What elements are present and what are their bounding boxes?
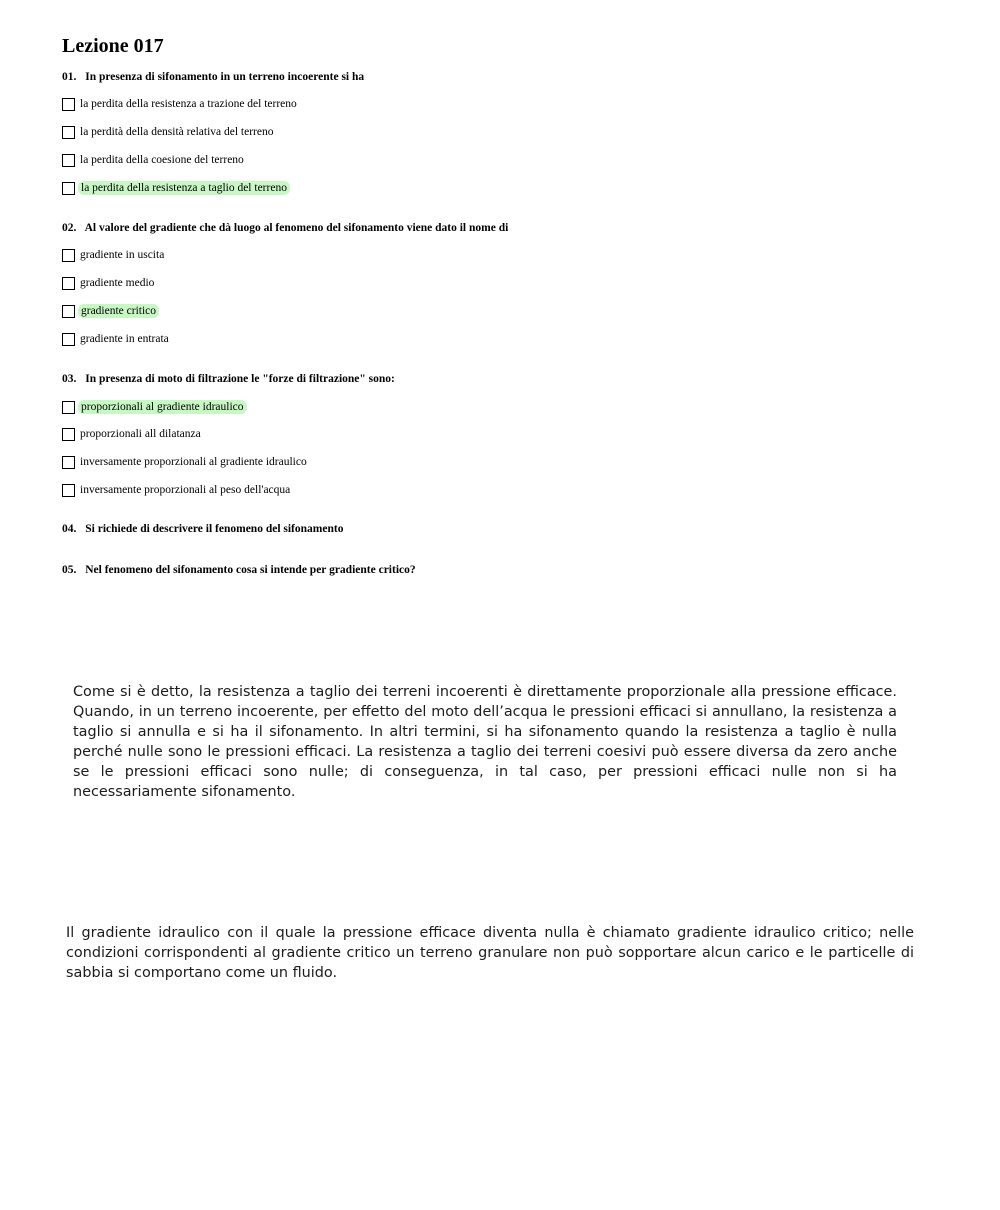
option-label: la perdità della densità relativa del terreno bbox=[80, 126, 274, 138]
option-01-b[interactable] bbox=[62, 124, 276, 140]
question-text: Al valore del gradiente che dà luogo al fenomeno del sifonamento viene dato il nome di bbox=[84, 222, 509, 234]
option-03-c[interactable] bbox=[62, 454, 309, 470]
option-label: inversamente proporzionali al gradiente idraulico bbox=[80, 456, 307, 468]
option-01-d-correct[interactable] bbox=[62, 180, 290, 196]
option-label: la perdita della coesione del terreno bbox=[80, 154, 244, 166]
question-text: Si richiede di descrivere il fenomeno del sifonamento bbox=[85, 523, 344, 535]
checkbox[interactable] bbox=[62, 126, 75, 139]
option-label-highlighted: gradiente critico bbox=[78, 304, 159, 318]
checkbox[interactable] bbox=[62, 484, 75, 497]
question-text: In presenza di sifonamento in un terreno incoerente si ha bbox=[85, 71, 365, 83]
question-02 bbox=[62, 222, 508, 234]
option-02-a[interactable] bbox=[62, 247, 166, 263]
question-number: 03. bbox=[62, 373, 77, 385]
checkbox[interactable] bbox=[62, 249, 75, 262]
option-01-a[interactable] bbox=[62, 96, 299, 112]
question-04 bbox=[62, 523, 343, 535]
option-label: gradiente in entrata bbox=[80, 333, 169, 345]
option-label: inversamente proporzionali al peso dell'acqua bbox=[80, 484, 291, 496]
question-number: 02. bbox=[62, 222, 77, 234]
option-01-c[interactable] bbox=[62, 152, 246, 168]
question-number: 05. bbox=[62, 564, 77, 576]
question-03 bbox=[62, 373, 395, 385]
option-03-d[interactable] bbox=[62, 482, 292, 498]
question-number: 01. bbox=[62, 71, 77, 83]
checkbox[interactable] bbox=[62, 401, 75, 414]
page-title: Lezione 017 bbox=[62, 35, 164, 57]
checkbox[interactable] bbox=[62, 428, 75, 441]
option-03-a-correct[interactable] bbox=[62, 399, 247, 415]
checkbox[interactable] bbox=[62, 456, 75, 469]
option-02-c-correct[interactable] bbox=[62, 303, 159, 319]
checkbox[interactable] bbox=[62, 305, 75, 318]
checkbox[interactable] bbox=[62, 154, 75, 167]
checkbox[interactable] bbox=[62, 98, 75, 111]
option-label-highlighted: proporzionali al gradiente idraulico bbox=[78, 400, 247, 414]
option-02-d[interactable] bbox=[62, 331, 171, 347]
option-label: gradiente medio bbox=[80, 277, 155, 289]
option-03-b[interactable] bbox=[62, 426, 203, 442]
question-number: 04. bbox=[62, 523, 77, 535]
option-label-highlighted: la perdita della resistenza a taglio del terreno bbox=[78, 181, 290, 195]
checkbox[interactable] bbox=[62, 182, 75, 195]
question-text: Nel fenomeno del sifonamento cosa si intende per gradiente critico? bbox=[85, 564, 416, 576]
option-label: gradiente in uscita bbox=[80, 249, 165, 261]
question-05 bbox=[62, 564, 416, 576]
checkbox[interactable] bbox=[62, 277, 75, 290]
checkbox[interactable] bbox=[62, 333, 75, 346]
option-02-b[interactable] bbox=[62, 275, 156, 291]
question-text: In presenza di moto di filtrazione le "forze di filtrazione" sono: bbox=[85, 373, 395, 385]
answer-05-text: Il gradiente idraulico con il quale la pressione efficace diventa nulla è chiamato gradiente idraulico critico; nelle condizioni corrispondenti al gradiente critico un terreno granulare non può sopportare alcun carico e le particelle di sabbia si comportano come un fluido. bbox=[66, 925, 914, 981]
option-label: la perdita della resistenza a trazione del terreno bbox=[80, 98, 297, 110]
question-01 bbox=[62, 71, 364, 83]
option-label: proporzionali all dilatanza bbox=[80, 428, 201, 440]
answer-04-text: Come si è detto, la resistenza a taglio dei terreni incoerenti è direttamente proporzionale alla pressione efficace. Quando, in un terreno incoerente, per effetto del moto dell’acqua le pressioni efficaci si annullano, la resistenza a taglio si annulla e si ha il sifonamento. In altri termini, si ha sifonamento quando la resistenza a taglio è nulla perché nulle sono le pressioni efficaci. La resistenza a taglio dei terreni coesivi può essere diversa da zero anche se le pressioni efficaci sono nulle; di conseguenza, in tal caso, per pressioni efficaci nulle non si ha necessariamente sifonamento. bbox=[73, 684, 897, 800]
